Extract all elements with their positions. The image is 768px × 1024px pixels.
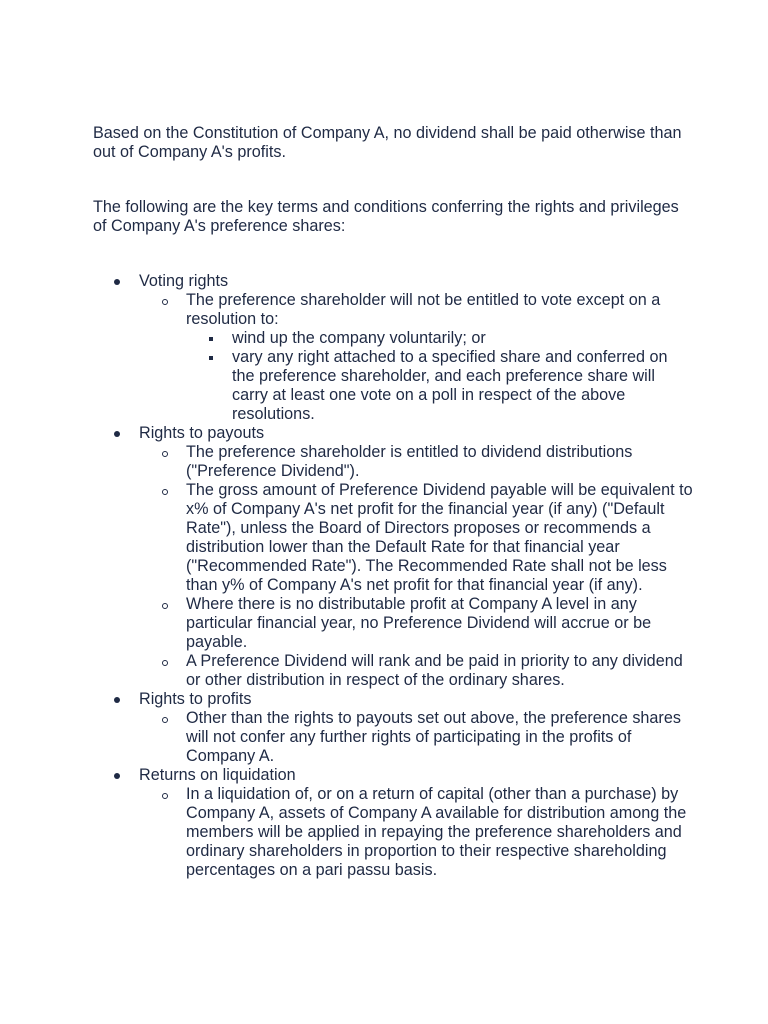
list-item xyxy=(139,291,693,424)
bullet-disc-icon xyxy=(114,697,120,703)
list-item xyxy=(139,709,693,766)
bullet-circle-icon xyxy=(162,660,168,666)
bullet-circle-icon xyxy=(162,793,168,799)
section-heading-rights-to-profits: Rights to profits xyxy=(139,690,252,708)
list-item xyxy=(139,595,693,652)
bullet-circle-icon xyxy=(162,717,168,723)
voting-resolutions-sublist xyxy=(186,329,693,424)
list-item-text: Other than the rights to payouts set out above, the preference shares will not confer any further rights of participating in the profits of Company A. xyxy=(186,709,681,765)
bullet-circle-icon xyxy=(162,299,168,305)
list-item-text: In a liquidation of, or on a return of capital (other than a purchase) by Company A, assets of Company A available for distribution among the members will be applied in repaying the preference shareholders and ordinary shareholders in proportion to their respective shareholding percentages on a pari passu basis. xyxy=(186,785,687,879)
list-item-text: The preference shareholder is entitled to dividend distributions ("Preference Dividend"). xyxy=(186,443,633,480)
list-item-text: wind up the company voluntarily; or xyxy=(232,329,486,347)
bullet-circle-icon xyxy=(162,489,168,495)
voting-rights-sublist xyxy=(139,291,693,424)
paragraph-key-terms-intro: The following are the key terms and conditions conferring the rights and privileges of Company A's preference shares: xyxy=(93,198,679,235)
list-item-returns-on-liquidation xyxy=(93,766,693,880)
list-item-rights-to-profits xyxy=(93,690,693,766)
list-item xyxy=(139,443,693,481)
bullet-disc-icon xyxy=(114,279,120,285)
bullet-square-icon xyxy=(209,356,213,360)
section-heading-returns-on-liquidation: Returns on liquidation xyxy=(139,766,296,784)
list-item xyxy=(186,348,693,424)
bullet-circle-icon xyxy=(162,451,168,457)
list-item xyxy=(139,481,693,595)
section-heading-voting-rights: Voting rights xyxy=(139,272,229,290)
rights-to-profits-sublist xyxy=(139,709,693,766)
list-item-text: vary any right attached to a specified share and conferred on the preference shareholder, and each preference share will carry at least one vote on a poll in respect of the above resolutions. xyxy=(232,348,668,423)
paragraph-dividend-source: Based on the Constitution of Company A, no dividend shall be paid otherwise than out of Company A's profits. xyxy=(93,124,682,161)
list-item-text: The gross amount of Preference Dividend payable will be equivalent to x% of Company A's net profit for the financial year (if any) ("Default Rate"), unless the Board of Directors proposes or recommends a distribution lower than the Default Rate for that financial year ("Recommended Rate"). The Recommended Rate shall not be less than y% of Company A's net profit for that financial year (if any). xyxy=(186,481,693,594)
list-item-text: The preference shareholder will not be entitled to vote except on a resolution to: xyxy=(186,291,661,328)
section-heading-rights-to-payouts: Rights to payouts xyxy=(139,424,265,442)
list-item xyxy=(139,652,693,690)
list-item-text: A Preference Dividend will rank and be paid in priority to any dividend or other distribution in respect of the ordinary shares. xyxy=(186,652,683,689)
list-item-text: Where there is no distributable profit at Company A level in any particular financial year, no Preference Dividend will accrue or be payable. xyxy=(186,595,652,651)
list-item xyxy=(139,785,693,880)
bullet-square-icon xyxy=(209,337,213,341)
preference-share-terms-list xyxy=(93,272,693,880)
bullet-disc-icon xyxy=(114,431,120,437)
list-item-voting-rights xyxy=(93,272,693,424)
rights-to-payouts-sublist xyxy=(139,443,693,690)
returns-on-liquidation-sublist xyxy=(139,785,693,880)
list-item xyxy=(186,329,693,348)
bullet-disc-icon xyxy=(114,773,120,779)
bullet-circle-icon xyxy=(162,603,168,609)
document-page xyxy=(93,124,693,880)
list-item-rights-to-payouts xyxy=(93,424,693,690)
